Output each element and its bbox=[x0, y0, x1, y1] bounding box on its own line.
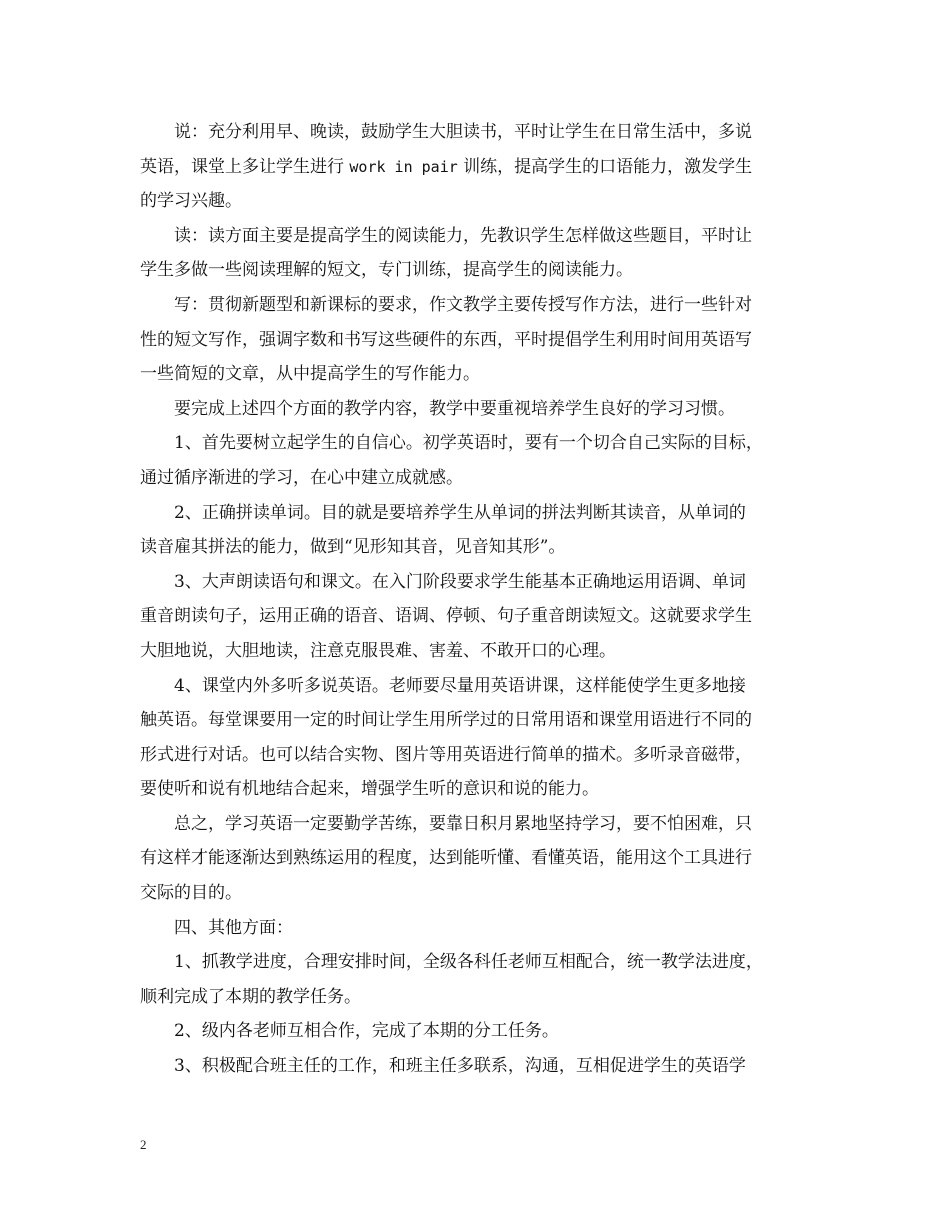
text-line: 要完成上述四个方面的教学内容，教学中要重视培养学生良好的学习习惯。 bbox=[174, 398, 735, 419]
text-segment: 训练，提高学生的口语能力，激发学生 bbox=[457, 156, 753, 177]
text-line: 形式进行对话。也可以结合实物、图片等用英语进行简单的描术。多听录音磁带， bbox=[140, 744, 752, 765]
text-line: 读音雇其拼法的能力，做到“见形知其音，见音知其形”。 bbox=[140, 537, 566, 558]
text-line: 总之，学习英语一定要勤学苦练，要靠日积月累地坚持学习，要不怕困难，只 bbox=[174, 813, 752, 834]
text-line: 一些简短的文章，从中提高学生的写作能力。 bbox=[140, 364, 480, 385]
text-line: 大胆地说，大胆地读，注意克服畏难、害羞、不敢开口的心理。 bbox=[140, 640, 616, 661]
text-line: 通过循序渐进的学习，在心中建立成就感。 bbox=[140, 467, 463, 488]
text-line: 说：充分利用早、晚读，鼓励学生大胆读书，平时让学生在日常生活中，多说 bbox=[174, 122, 752, 142]
english-phrase: work in pair bbox=[349, 157, 458, 176]
text-line: 有这样才能逐渐达到熟练运用的程度，达到能听懂、看懂英语，能用这个工具进行 bbox=[140, 848, 752, 869]
text-line: 的学习兴趣。 bbox=[140, 191, 242, 212]
text-line: 顺利完成了本期的教学任务。 bbox=[140, 986, 361, 1007]
text-line bbox=[140, 150, 820, 185]
text-line: 交际的目的。 bbox=[140, 883, 242, 904]
text-line: 写：贯彻新题型和新课标的要求，作文教学主要传授写作方法，进行一些针对 bbox=[174, 294, 752, 315]
section-heading: 四、其他方面： bbox=[174, 917, 293, 938]
text-line: 3、大声朗读语句和课文。在入门阶段要求学生能基本正确地运用语调、单词 bbox=[174, 571, 746, 592]
text-line: 性的短文写作，强调字数和书写这些硬件的东西，平时提倡学生利用时间用英语写 bbox=[140, 329, 752, 350]
text-line: 1、抓教学进度，合理安排时间，全级各科任老师互相配合，统一教学法进度， bbox=[174, 952, 763, 973]
text-line: 1、首先要树立起学生的自信心。初学英语时，要有一个切合自己实际的目标， bbox=[174, 433, 763, 454]
text-line: 2、级内各老师互相合作，完成了本期的分工任务。 bbox=[174, 1021, 559, 1042]
text-line: 3、积极配合班主任的工作，和班主任多联系，沟通，互相促进学生的英语学 bbox=[174, 1056, 746, 1077]
text-line: 学生多做一些阅读理解的短文，专门训练，提高学生的阅读能力。 bbox=[140, 260, 633, 281]
text-segment: 英语，课堂上多让学生进行 bbox=[140, 156, 350, 177]
text-line: 触英语。每堂课要用一定的时间让学生用所学过的日常用语和课堂用语进行不同的 bbox=[140, 710, 752, 731]
text-line: 重音朗读句子，运用正确的语音、语调、停顿、句子重音朗读短文。这就要求学生 bbox=[140, 606, 752, 627]
text-line: 2、正确拼读单词。目的就是要培养学生从单词的拼法判断其读音，从单词的 bbox=[174, 502, 746, 523]
page-number: 2 bbox=[140, 1137, 147, 1152]
document-body bbox=[140, 115, 820, 1084]
text-line: 4、课堂内外多听多说英语。老师要尽量用英语讲课，这样能使学生更多地接 bbox=[174, 675, 746, 696]
text-line: 要使听和说有机地结合起来，增强学生听的意识和说的能力。 bbox=[140, 779, 599, 800]
text-line: 读：读方面主要是提高学生的阅读能力，先教识学生怎样做这些题目，平时让 bbox=[174, 225, 752, 246]
